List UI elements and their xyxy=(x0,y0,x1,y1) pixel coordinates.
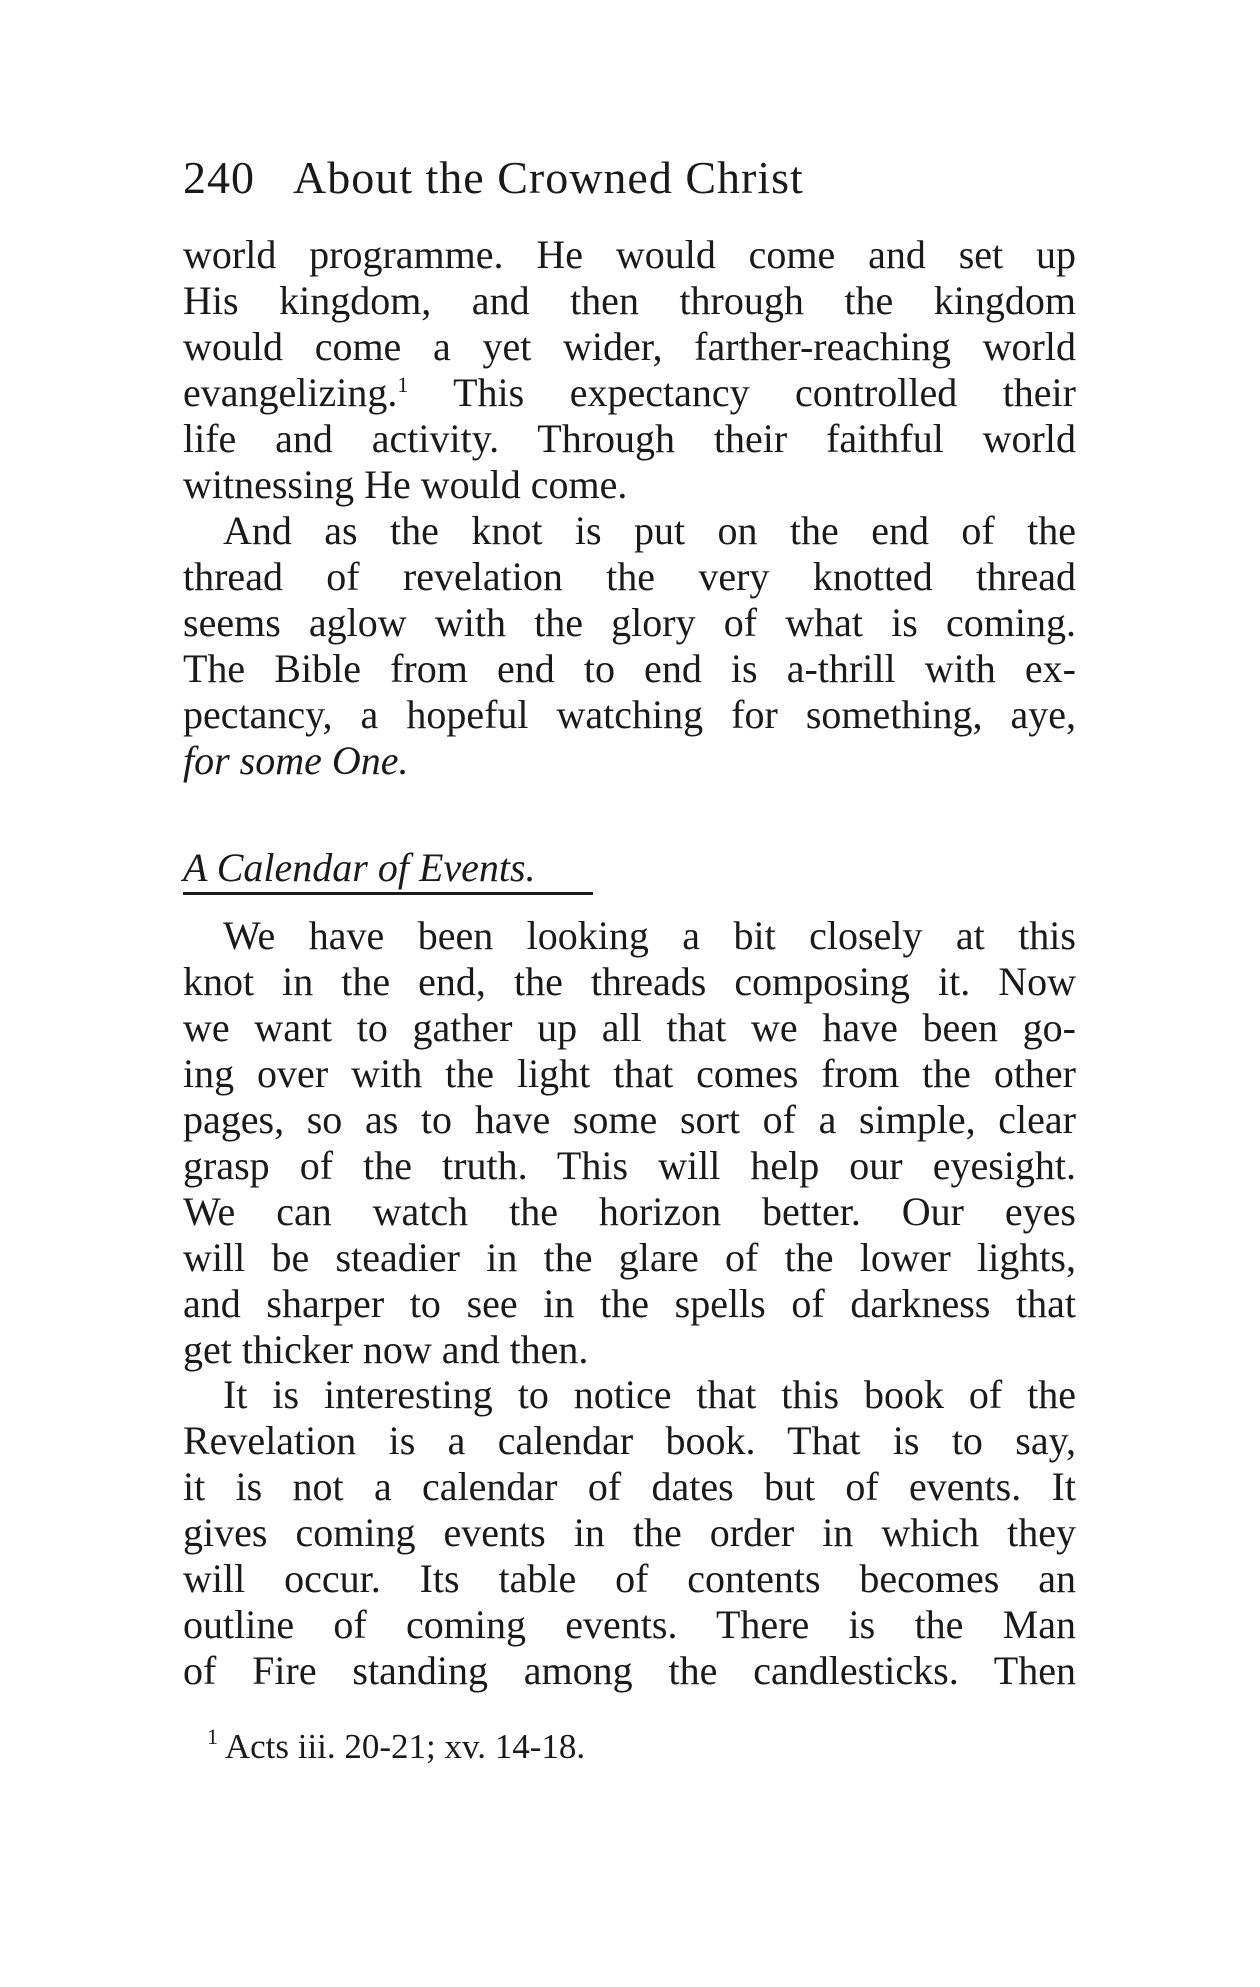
text-line: thread of revelation the very knotted thread xyxy=(183,554,1076,599)
footnote xyxy=(207,1726,585,1768)
text-line: gives coming events in the order in which they xyxy=(183,1510,1076,1555)
footnote-marker: 1 xyxy=(207,1724,218,1749)
text-line: would come a yet wider, farther-reaching world xyxy=(183,324,1076,369)
text-line: knot in the end, the threads composing it. Now xyxy=(183,959,1076,1004)
paragraph-1 xyxy=(183,232,1076,508)
text-line: witnessing He would come. xyxy=(183,462,628,507)
text-line: ing over with the light that comes from the other xyxy=(183,1051,1076,1096)
footnote-reference: 1 xyxy=(397,372,409,397)
text-line: of Fire standing among the candlesticks. Then xyxy=(183,1648,1076,1693)
page-header xyxy=(183,150,1083,206)
text-line: we want to gather up all that we have been go- xyxy=(183,1005,1076,1050)
text-line: His kingdom, and then through the kingdom xyxy=(183,278,1076,323)
text-line: pages, so as to have some sort of a simple, clear xyxy=(183,1097,1076,1142)
text-segment: evangelizing. xyxy=(183,370,398,415)
text-line: We have been looking a bit closely at this xyxy=(223,913,1076,958)
text-line: for some One. xyxy=(183,738,409,783)
section-heading: A Calendar of Events. xyxy=(183,845,536,890)
text-line: world programme. He would come and set up xyxy=(183,232,1076,277)
text-line: pectancy, a hopeful watching for something, aye, xyxy=(183,692,1076,737)
text-line: will be steadier in the glare of the lower lights, xyxy=(183,1235,1076,1280)
text-segment: This expectancy controlled their xyxy=(453,370,1076,415)
text-line-with-footnote-ref xyxy=(183,370,1076,416)
text-line: The Bible from end to end is a-thrill with ex- xyxy=(183,646,1076,691)
text-line: It is interesting to notice that this book of the xyxy=(223,1372,1076,1417)
text-line: We can watch the horizon better. Our eyes xyxy=(183,1189,1076,1234)
paragraph-3 xyxy=(183,913,1076,1373)
text-line: And as the knot is put on the end of the xyxy=(223,508,1076,553)
text-line: life and activity. Through their faithful world xyxy=(183,416,1076,461)
text-line: Revelation is a calendar book. That is to say, xyxy=(183,1418,1076,1463)
running-title: About the Crowned Christ xyxy=(293,152,804,203)
text-line: outline of coming events. There is the Man xyxy=(183,1602,1076,1647)
heading-underline xyxy=(183,892,593,895)
text-line: grasp of the truth. This will help our eyesight. xyxy=(183,1143,1076,1188)
text-line: get thicker now and then. xyxy=(183,1327,589,1372)
text-line: seems aglow with the glory of what is coming. xyxy=(183,600,1076,645)
page-number: 240 xyxy=(183,152,255,203)
paragraph-2 xyxy=(183,508,1076,784)
paragraph-4 xyxy=(183,1372,1076,1694)
text-line: and sharper to see in the spells of darkness that xyxy=(183,1281,1076,1326)
text-line: will occur. Its table of contents becomes an xyxy=(183,1556,1076,1601)
footnote-text: Acts iii. 20-21; xv. 14-18. xyxy=(224,1727,586,1766)
text-line: it is not a calendar of dates but of events. It xyxy=(183,1464,1076,1509)
